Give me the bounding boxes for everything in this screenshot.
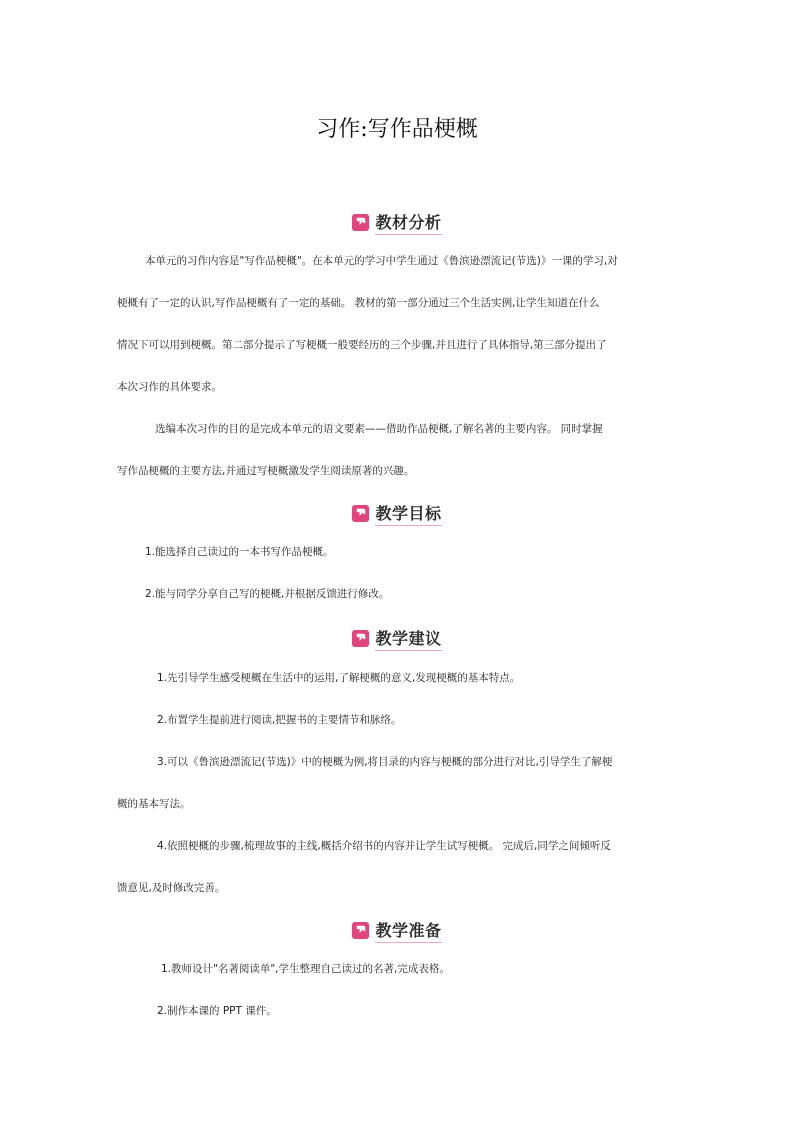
list-item-continuation: 馈意见,及时修改完善。 [117, 882, 226, 894]
section-heading-suggestions [0, 626, 794, 651]
text-line: 选编本次习作的目的是完成本单元的语文要素——借助作品梗概,了解名著的主要内容。 同时掌握 [155, 423, 603, 435]
list-item: 1.先引导学生感受梗概在生活中的运用,了解梗概的意义,发现梗概的基本特点。 [157, 672, 521, 684]
section-bookmark-icon [352, 214, 369, 231]
section-heading-text: 教学建议 [375, 626, 441, 651]
section-bookmark-icon [352, 505, 369, 522]
section-heading-goals [0, 501, 794, 526]
section-bookmark-icon [352, 630, 369, 647]
list-item: 2.布置学生提前进行阅读,把握书的主要情节和脉络。 [157, 714, 402, 726]
section-heading-text: 教材分析 [375, 210, 441, 235]
list-item: 1.教师设计"名著阅读单",学生整理自己读过的名著,完成表格。 [161, 963, 450, 975]
section-heading-preparation [0, 918, 794, 943]
list-item: 4.依照梗概的步骤,梳理故事的主线,概括介绍书的内容并让学生试写梗概。 完成后,同学之间倾听反 [157, 840, 611, 852]
text-line: 梗概有了一定的认识,写作品梗概有了一定的基础。 教材的第一部分通过三个生活实例,让学生知道在什么 [117, 297, 600, 309]
text-line: 本单元的习作内容是"写作品梗概"。在本单元的学习中学生通过《鲁滨逊漂流记(节选)》一课的学习,对 [145, 255, 618, 267]
list-item: 2.制作本课的 PPT 课件。 [157, 1005, 277, 1017]
list-item-continuation: 概的基本写法。 [117, 798, 191, 810]
list-item: 1.能选择自己读过的一本书写作品梗概。 [145, 546, 334, 558]
section-heading-text: 教学目标 [375, 501, 441, 526]
text-line: 本次习作的具体要求。 [117, 381, 222, 393]
list-item: 2.能与同学分享自己写的梗概,并根据反馈进行修改。 [145, 588, 390, 600]
section-heading-text: 教学准备 [375, 918, 441, 943]
text-line: 写作品梗概的主要方法,并通过写梗概激发学生阅读原著的兴趣。 [117, 465, 415, 477]
list-item: 3.可以《鲁滨逊漂流记(节选)》中的梗概为例,将目录的内容与梗概的部分进行对比,引导学生了解梗 [157, 756, 613, 768]
text-line: 情况下可以用到梗概。第二部分提示了写梗概一般要经历的三个步骤,并且进行了具体指导,第三部分提出了 [117, 339, 607, 351]
section-heading-analysis [0, 210, 794, 235]
page-title: 习作:写作品梗概 [316, 117, 478, 142]
section-bookmark-icon [352, 922, 369, 939]
